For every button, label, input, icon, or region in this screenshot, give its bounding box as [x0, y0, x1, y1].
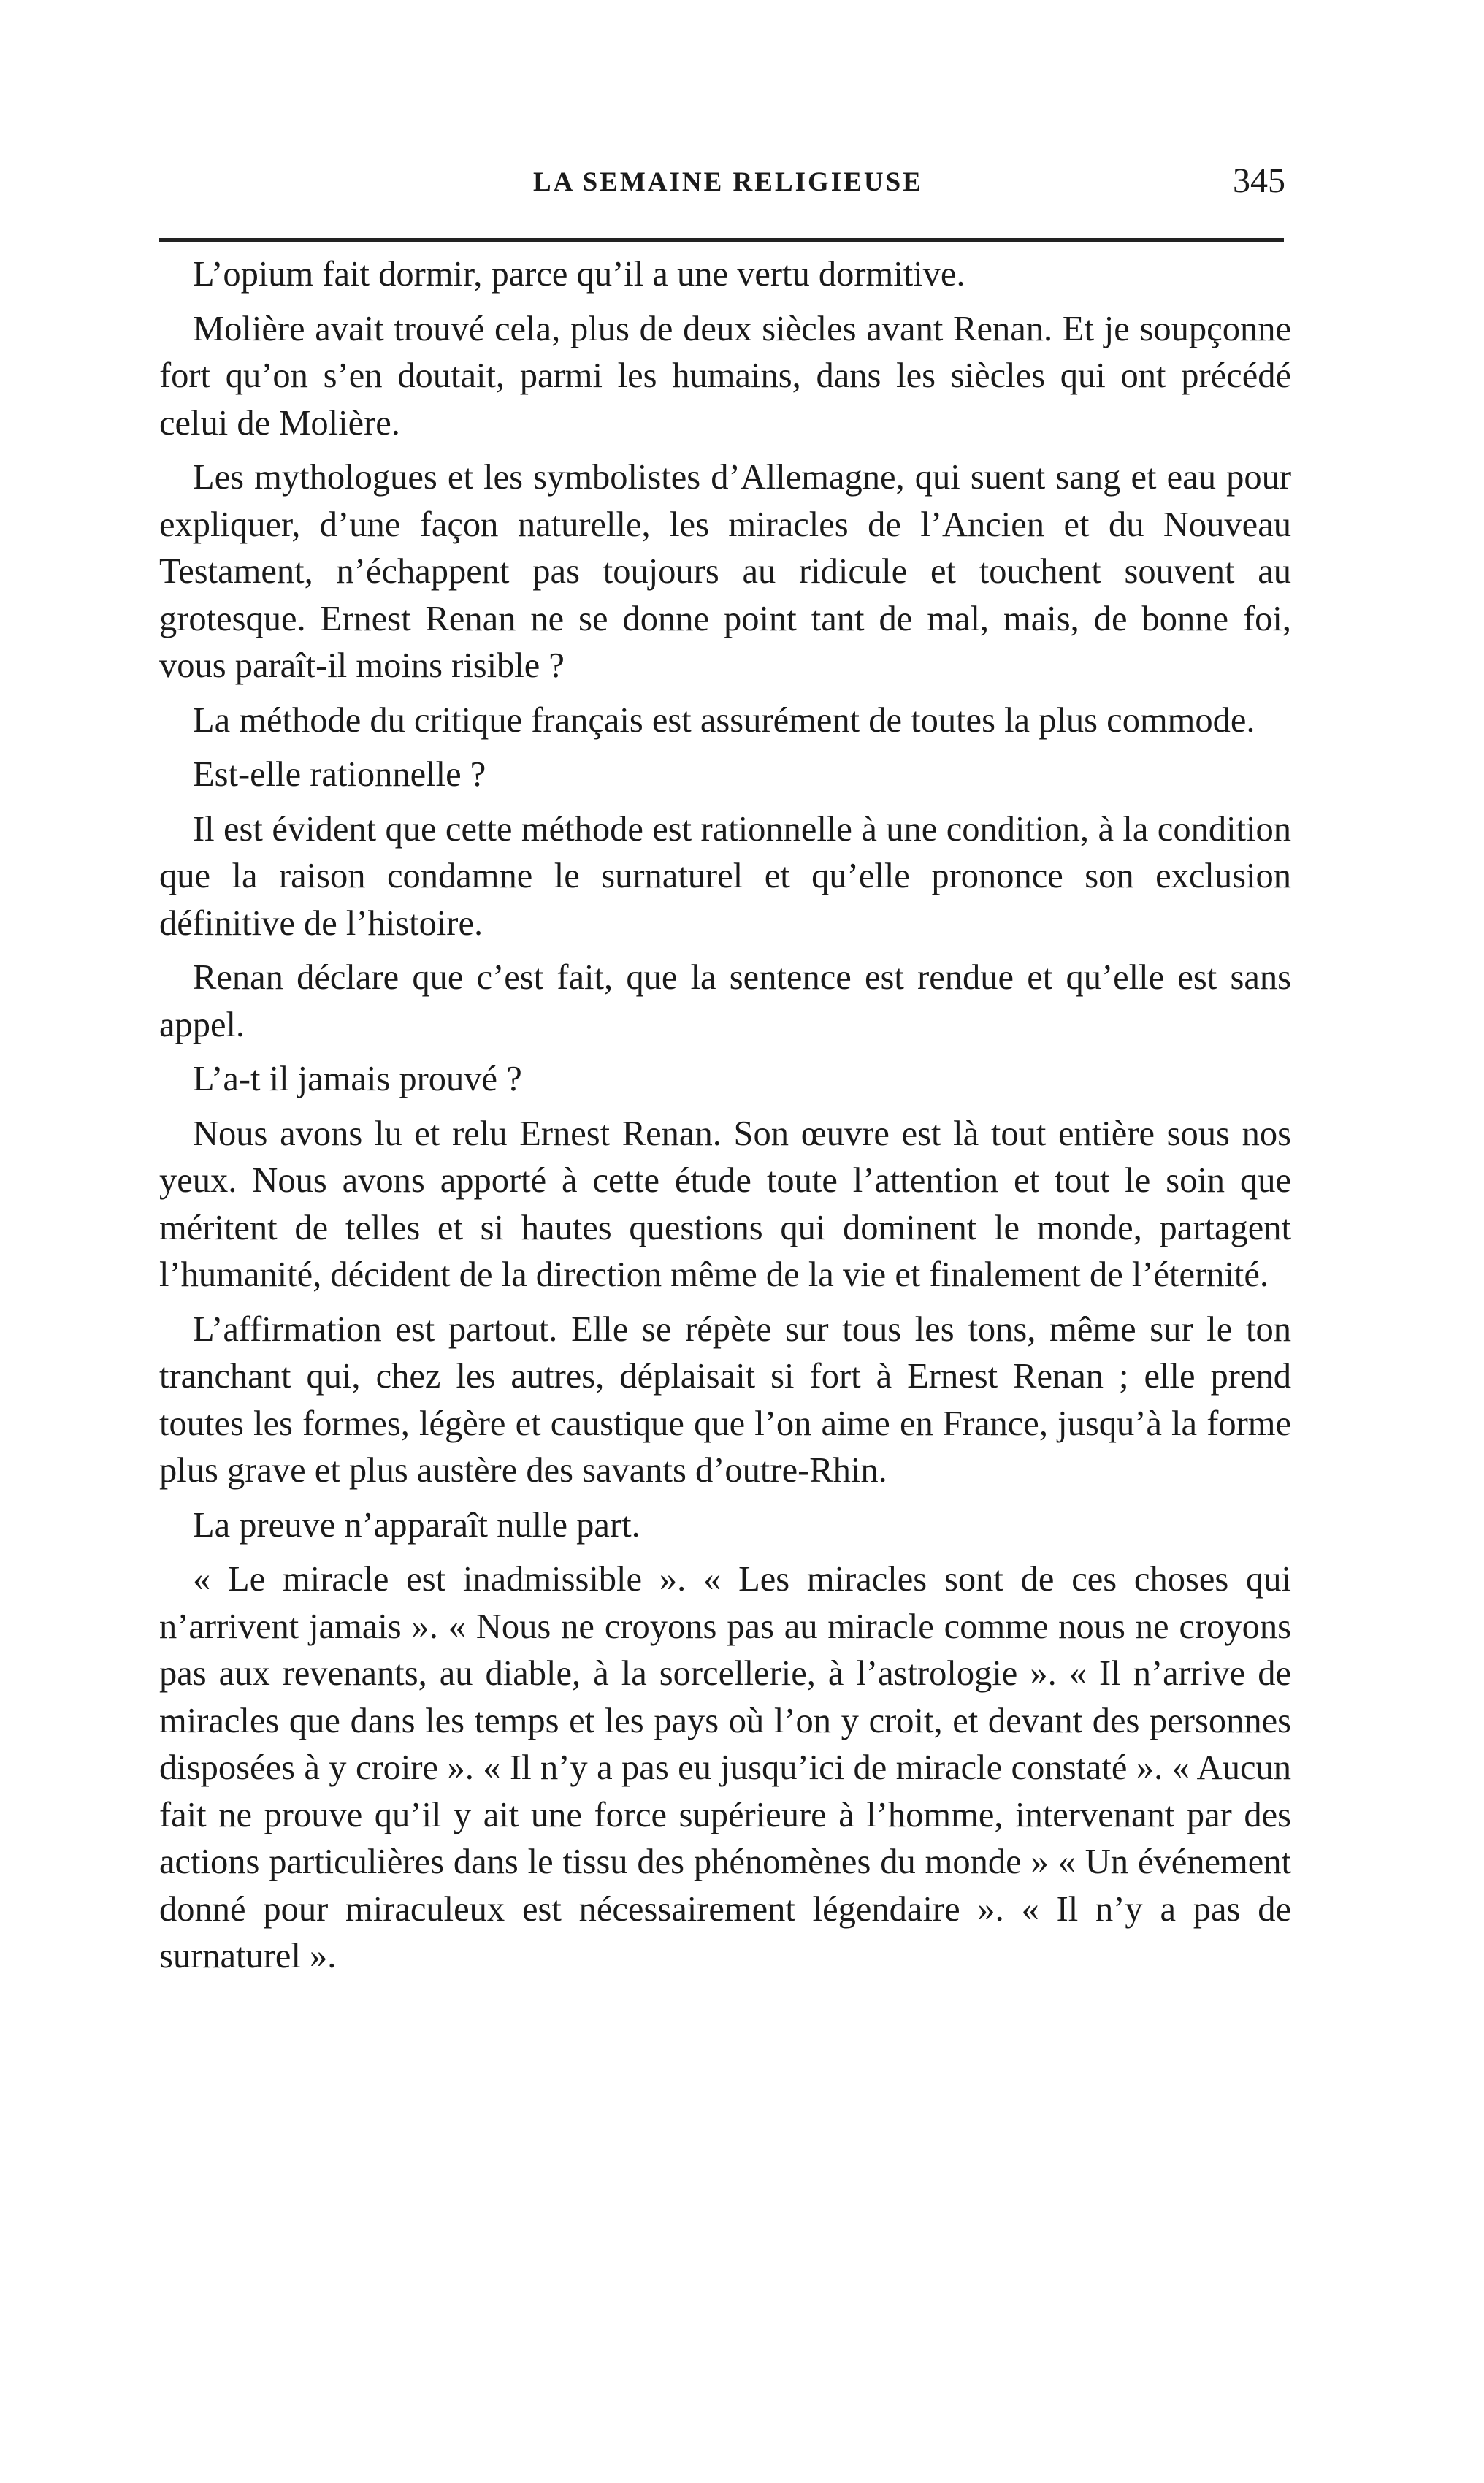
paragraph: La méthode du critique français est assurément de toutes la plus commode.: [193, 700, 1255, 740]
paragraph: L’opium fait dormir, parce qu’il a une vertu dormitive.: [193, 255, 965, 294]
paragraph: L’affirmation est partout. Elle se répète sur tous les tons, même sur le ton tranchant qui, chez les autres, déplaisait si fort à Ernest Renan ; elle prend toutes les formes, légère et caustique que l’on aime en France, jusqu’à la forme plus grave et plus austère des savants d’outre-Rhin.: [159, 1309, 1291, 1490]
body-text: [159, 251, 1291, 1988]
paragraph: Il est évident que cette méthode est rationnelle à une condition, à la condition que la raison condamne le surnaturel et qu’elle prononce son exclusion définitive de l’histoire.: [159, 809, 1291, 943]
paragraph: Nous avons lu et relu Ernest Renan. Son œuvre est là tout entière sous nos yeux. Nous avons apporté à cette étude toute l’attention et tout le soin que méritent de telles et si hautes questions qui dominent le monde, partagent l’humanité, décident de la direction même de la vie et finalement de l’éternité.: [159, 1114, 1291, 1294]
paragraph: La preuve n’apparaît nulle part.: [193, 1505, 640, 1545]
page-number: 345: [1233, 161, 1285, 200]
running-title: LA SEMAINE RELIGIEUSE: [533, 167, 923, 197]
paragraph: Molière avait trouvé cela, plus de deux siècles avant Renan. Et je soupçonne fort qu’on s’en doutait, parmi les humains, dans les siècles qui ont précédé celui de Molière.: [159, 309, 1291, 443]
paragraph: « Le miracle est inadmissible ». « Les miracles sont de ces choses qui n’arrivent jamais ». « Nous ne croyons pas au miracle comme nous ne croyons pas aux revenants, au diable, à la sorcellerie, à l’astrologie ». « Il n’arrive de miracles que dans les temps et les pays où l’on y croit, et devant des personnes disposées à y croire ». « Il n’y a pas eu jusqu’ici de miracle constaté ». « Aucun fait ne prouve qu’il y ait une force supérieure à l’homme, intervenant par des actions particulières dans le tissu des phénomènes du monde » « Un événement donné pour miraculeux est nécessairement légendaire ». « Il n’y a pas de surnaturel ».: [159, 1560, 1291, 1975]
paragraph: Renan déclare que c’est fait, que la sentence est rendue et qu’elle est sans appel.: [159, 958, 1291, 1044]
paragraph: Est-elle rationnelle ?: [193, 755, 486, 794]
running-head: [161, 161, 1285, 210]
paragraph: Les mythologues et les symbolistes d’Allemagne, qui suent sang et eau pour expliquer, d’une façon naturelle, les miracles de l’Ancien et du Nouveau Testament, n’échappent pas toujours au ridicule et touchent souvent au grotesque. Ernest Renan ne se donne point tant de mal, mais, de bonne foi, vous paraît-il moins risible ?: [159, 458, 1291, 685]
header-rule: [159, 238, 1284, 242]
paragraph: L’a-t il jamais prouvé ?: [193, 1060, 522, 1098]
